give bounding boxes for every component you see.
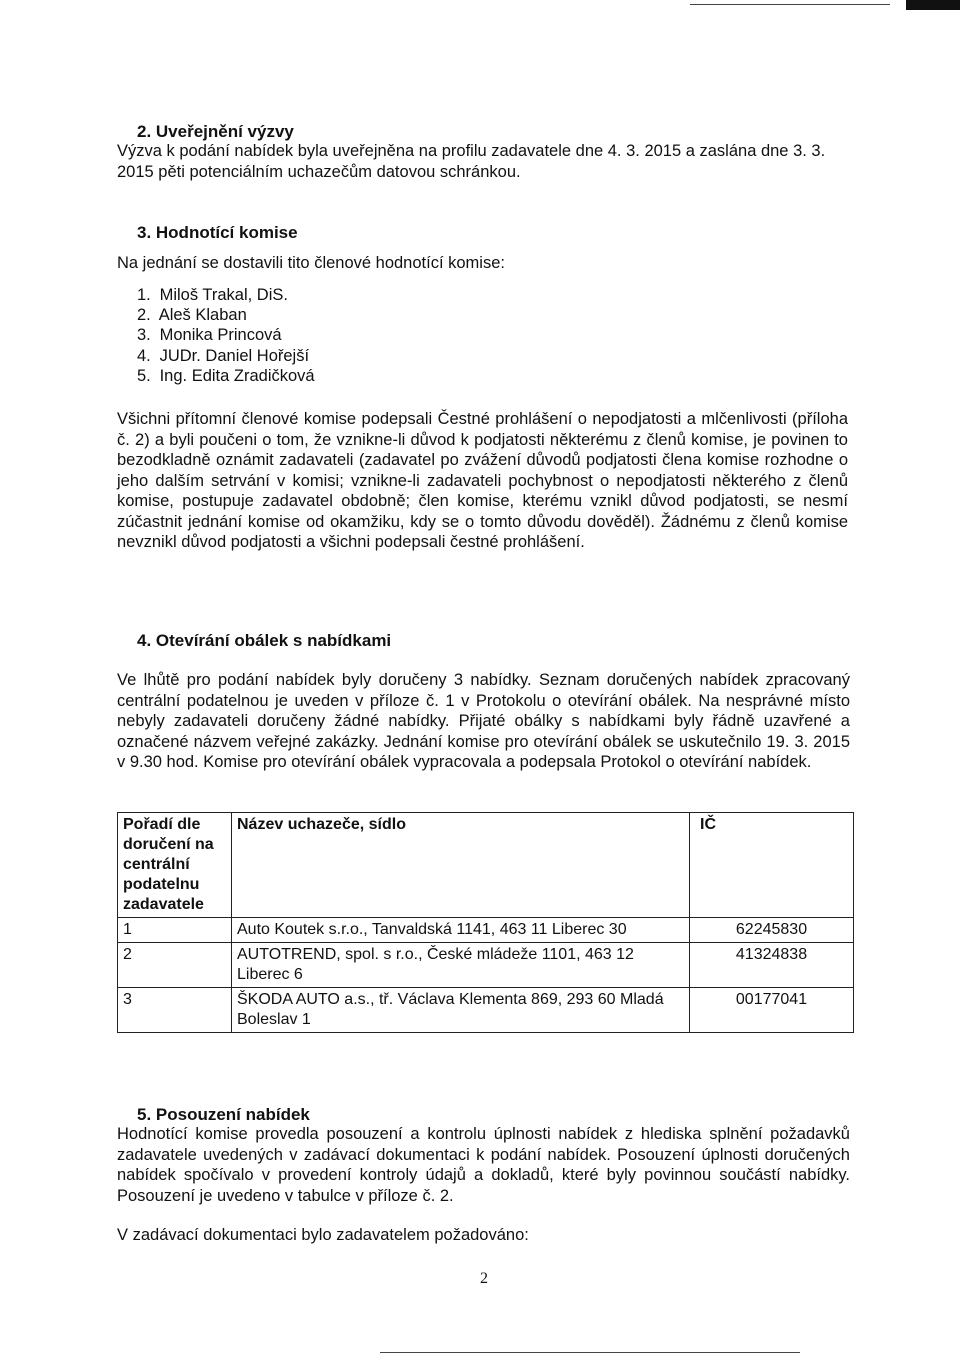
page-number: 2	[480, 1270, 488, 1287]
section-4-text: Ve lhůtě pro podání nabídek byly doručeny 3 nabídky. Seznam doručených nabídek zpracovaný centrální podatelnou je uveden v příloze č. 1 v Protokolu o otevírání obálek. Na nesprávné místo nebyly zadavateli doručeny žádné nabídky. Přijaté obálky s nabídkami byly řádně uzavřené a označené názvem veřejné zakázky. Jednání komise pro otevírání obálek se uskutečnilo 19. 3. 2015 v 9.30 hod. Komise pro otevírání obálek vypracovala a podepsala Protokol o otevírání nabídek.	[117, 671, 850, 771]
section-3-statement: Všichni přítomní členové komise podepsali Čestné prohlášení o nepodjatosti a mlčenlivosti (příloha č. 2) a byli poučeni o tom, že vznikne-li důvod k podjatosti některému z členů komise, je povinen to bezodkladně oznámit zadavateli (zadavatel po zvážení důvodů podjatosti člena komise rozhodne o jeho dalším setrvání v komisi; vznikne-li zadavateli pochybnost o nepodjatosti některého z členů komise, postupuje zadavatel obdobně; člen komise, kterému vznikl důvod podjatosti, se nesmí zúčastnit jednání komise od okamžiku, kdy se o tomto důvodu dověděl). Žádnému z členů komise nevznikl důvod podjatosti a všichni podepsali čestné prohlášení.	[117, 410, 848, 551]
column-header-name: Název uchazeče, sídlo	[232, 813, 690, 918]
section-5-heading: 5. Posouzení nabídek	[137, 1105, 310, 1124]
section-5-followup: V zadávací dokumentaci bylo zadavatelem požadováno:	[117, 1226, 529, 1244]
section-2-text: Výzva k podání nabídek byla uveřejněna na profilu zadavatele dne 4. 3. 2015 a zaslána dne 3. 3. 2015 pěti potenciálním uchazečům datovou schránkou.	[117, 142, 826, 181]
offers-table	[117, 812, 854, 1033]
section-3-heading: 3. Hodnotící komise	[137, 223, 298, 242]
cell-ic: 00177041	[690, 988, 854, 1033]
section-2-heading: 2. Uveřejnění výzvy	[137, 122, 294, 141]
section-4-heading: 4. Otevírání obálek s nabídkami	[137, 631, 392, 650]
column-header-order: Pořadí dle doručení na centrální podatelnu zadavatele	[118, 813, 232, 918]
table-row	[118, 988, 854, 1033]
section-5-text: Hodnotící komise provedla posouzení a kontrolu úplnosti nabídek z hlediska splnění požadavků zadavatele uvedených v zadávací dokumentaci k podání nabídek. Posouzení úplnosti doručených nabídek spočívalo v provedení kontroly údajů a dokladů, které byly povinnou součástí nabídky. Posouzení je uvedeno v tabulce v příloze č. 2.	[117, 1125, 850, 1205]
committee-member-list	[137, 285, 315, 386]
scan-artifact-line	[690, 4, 890, 5]
scan-artifact-bottom-line	[380, 1352, 800, 1353]
table-header-row	[118, 813, 854, 918]
table-row	[118, 943, 854, 988]
cell-ic: 62245830	[690, 918, 854, 943]
table-row	[118, 918, 854, 943]
committee-member: 3. Monika Princová	[137, 326, 282, 345]
cell-name: ŠKODA AUTO a.s., tř. Václava Klementa 869, 293 60 Mladá Boleslav 1	[232, 988, 690, 1033]
cell-name: Auto Koutek s.r.o., Tanvaldská 1141, 463 11 Liberec 30	[232, 918, 690, 943]
committee-member: 4. JUDr. Daniel Hořejší	[137, 346, 310, 365]
committee-member: 1. Miloš Trakal, DiS.	[137, 286, 288, 304]
column-header-ic: IČ	[690, 813, 854, 918]
cell-ic: 41324838	[690, 943, 854, 988]
cell-order: 1	[118, 918, 232, 943]
cell-name: AUTOTREND, spol. s r.o., České mládeže 1101, 463 12 Liberec 6	[232, 943, 690, 988]
cell-order: 2	[118, 943, 232, 988]
cell-order: 3	[118, 988, 232, 1033]
committee-member: 2. Aleš Klaban	[137, 306, 247, 325]
committee-member: 5. Ing. Edita Zradičková	[137, 366, 315, 385]
scan-artifact-mark	[906, 0, 960, 10]
section-3-intro: Na jednání se dostavili tito členové hodnotící komise:	[117, 254, 505, 272]
